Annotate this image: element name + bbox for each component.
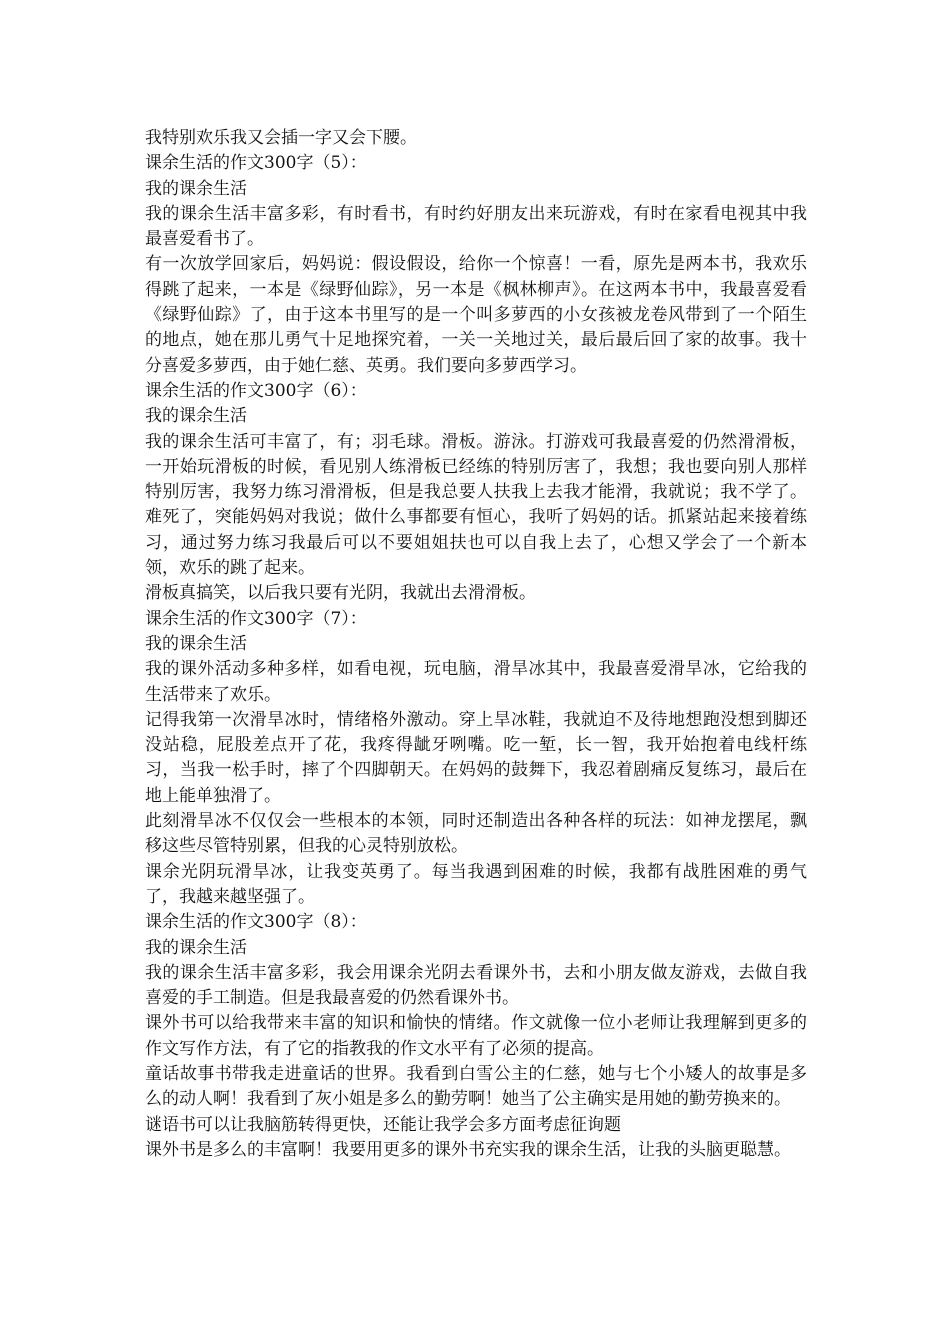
paragraph: 我特别欢乐我又会插一字又会下腰。: [145, 128, 417, 148]
paragraph: 滑板真搞笑，以后我只要有光阴，我就出去滑滑板。: [145, 583, 536, 604]
paragraph: 我的课外活动多种多样，如看电视，玩电脑，滑旱冰其中，我最喜爱滑旱冰，它给我的生活带来了欢乐。: [145, 659, 807, 705]
paragraph: 有一次放学回家后，妈妈说：假设假设，给你一个惊喜！一看，原先是两本书，我欢乐得跳了起来，一本是《绿野仙踪》，另一本是《枫林柳声》。在这两本书中，我最喜爱看《绿野仙踪》了，由于这本书里写的是一个叫多萝西的小女孩被龙卷风带到了一个陌生的地点，她在那儿勇气十足地探究着，一关一关地过关，最后最后回了家的故事。我十分喜爱多萝西，由于她仁慈、英勇。我们要向多萝西学习。: [145, 254, 807, 376]
section-heading: 课余生活的作文300字（7）：: [145, 608, 367, 629]
section-heading: 课余生活的作文300字（8）：: [145, 912, 367, 933]
paragraph: 我的课余生活丰富多彩，有时看书，有时约好朋友出来玩游戏，有时在家看电视其中我最喜爱看书了。: [145, 203, 807, 250]
paragraph: 此刻滑旱冰不仅仅会一些根本的本领，同时还制造出各种各样的玩法：如神龙摆尾，飘移这些尽管特别累，但我的心灵特别放松。: [145, 811, 807, 857]
paragraph: 谜语书可以让我脑筋转得更快，还能让我学会多方面考虑征询题: [145, 1114, 621, 1135]
paragraph: 课余光阴玩滑旱冰，让我变英勇了。每当我遇到困难的时候，我都有战胜困难的勇气了，我越来越坚强了。: [145, 861, 807, 907]
document-body: [145, 126, 807, 1163]
section-heading: 课余生活的作文300字（6）：: [145, 380, 367, 401]
section-heading: 课余生活的作文300字（5）：: [145, 153, 367, 174]
paragraph: 记得我第一次滑旱冰时，情绪格外激动。穿上旱冰鞋，我就迫不及待地想跑没想到脚还没站稳，屁股差点开了花，我疼得龇牙咧嘴。吃一堑，长一智，我开始抱着电线杆练习，当我一松手时，摔了个四脚朝天。在妈妈的鼓舞下，我忍着剧痛反复练习，最后在地上能单独滑了。: [145, 709, 807, 806]
paragraph: 课外书可以给我带来丰富的知识和愉快的情绪。作文就像一位小老师让我理解到更多的作文写作方法，有了它的指教我的作文水平有了必须的提高。: [145, 1013, 807, 1059]
paragraph: 我的课余生活丰富多彩，我会用课余光阴去看课外书，去和小朋友做友游戏，去做自我喜爱的手工制造。但是我最喜爱的仍然看课外书。: [145, 962, 807, 1009]
section-title: 我的课余生活: [145, 406, 247, 427]
paragraph: 我的课余生活可丰富了，有；羽毛球。滑板。游泳。打游戏可我最喜爱的仍然滑滑板，一开始玩滑板的时候，看见别人练滑板已经练的特别厉害了，我想；我也要向别人那样特别厉害，我努力练习滑滑板，但是我总要人扶我上去我才能滑，我就说；我不学了。难死了，突能妈妈对我说；做什么事都要有恒心，我听了妈妈的话。抓紧站起来接着练习，通过努力练习我最后可以不要姐姐扶也可以自我上去了，心想又学会了一个新本领，欢乐的跳了起来。: [145, 431, 807, 579]
paragraph: 课外书是多么的丰富啊！我要用更多的课外书充实我的课余生活，让我的头脑更聪慧。: [145, 1139, 791, 1160]
paragraph: 童话故事书带我走进童话的世界。我看到白雪公主的仁慈，她与七个小矮人的故事是多么的动人啊！我看到了灰小姐是多么的勤劳啊！她当了公主确实是用她的勤劳换来的。: [145, 1063, 807, 1110]
section-title: 我的课余生活: [145, 633, 247, 654]
section-title: 我的课余生活: [145, 937, 247, 958]
section-title: 我的课余生活: [145, 178, 247, 199]
